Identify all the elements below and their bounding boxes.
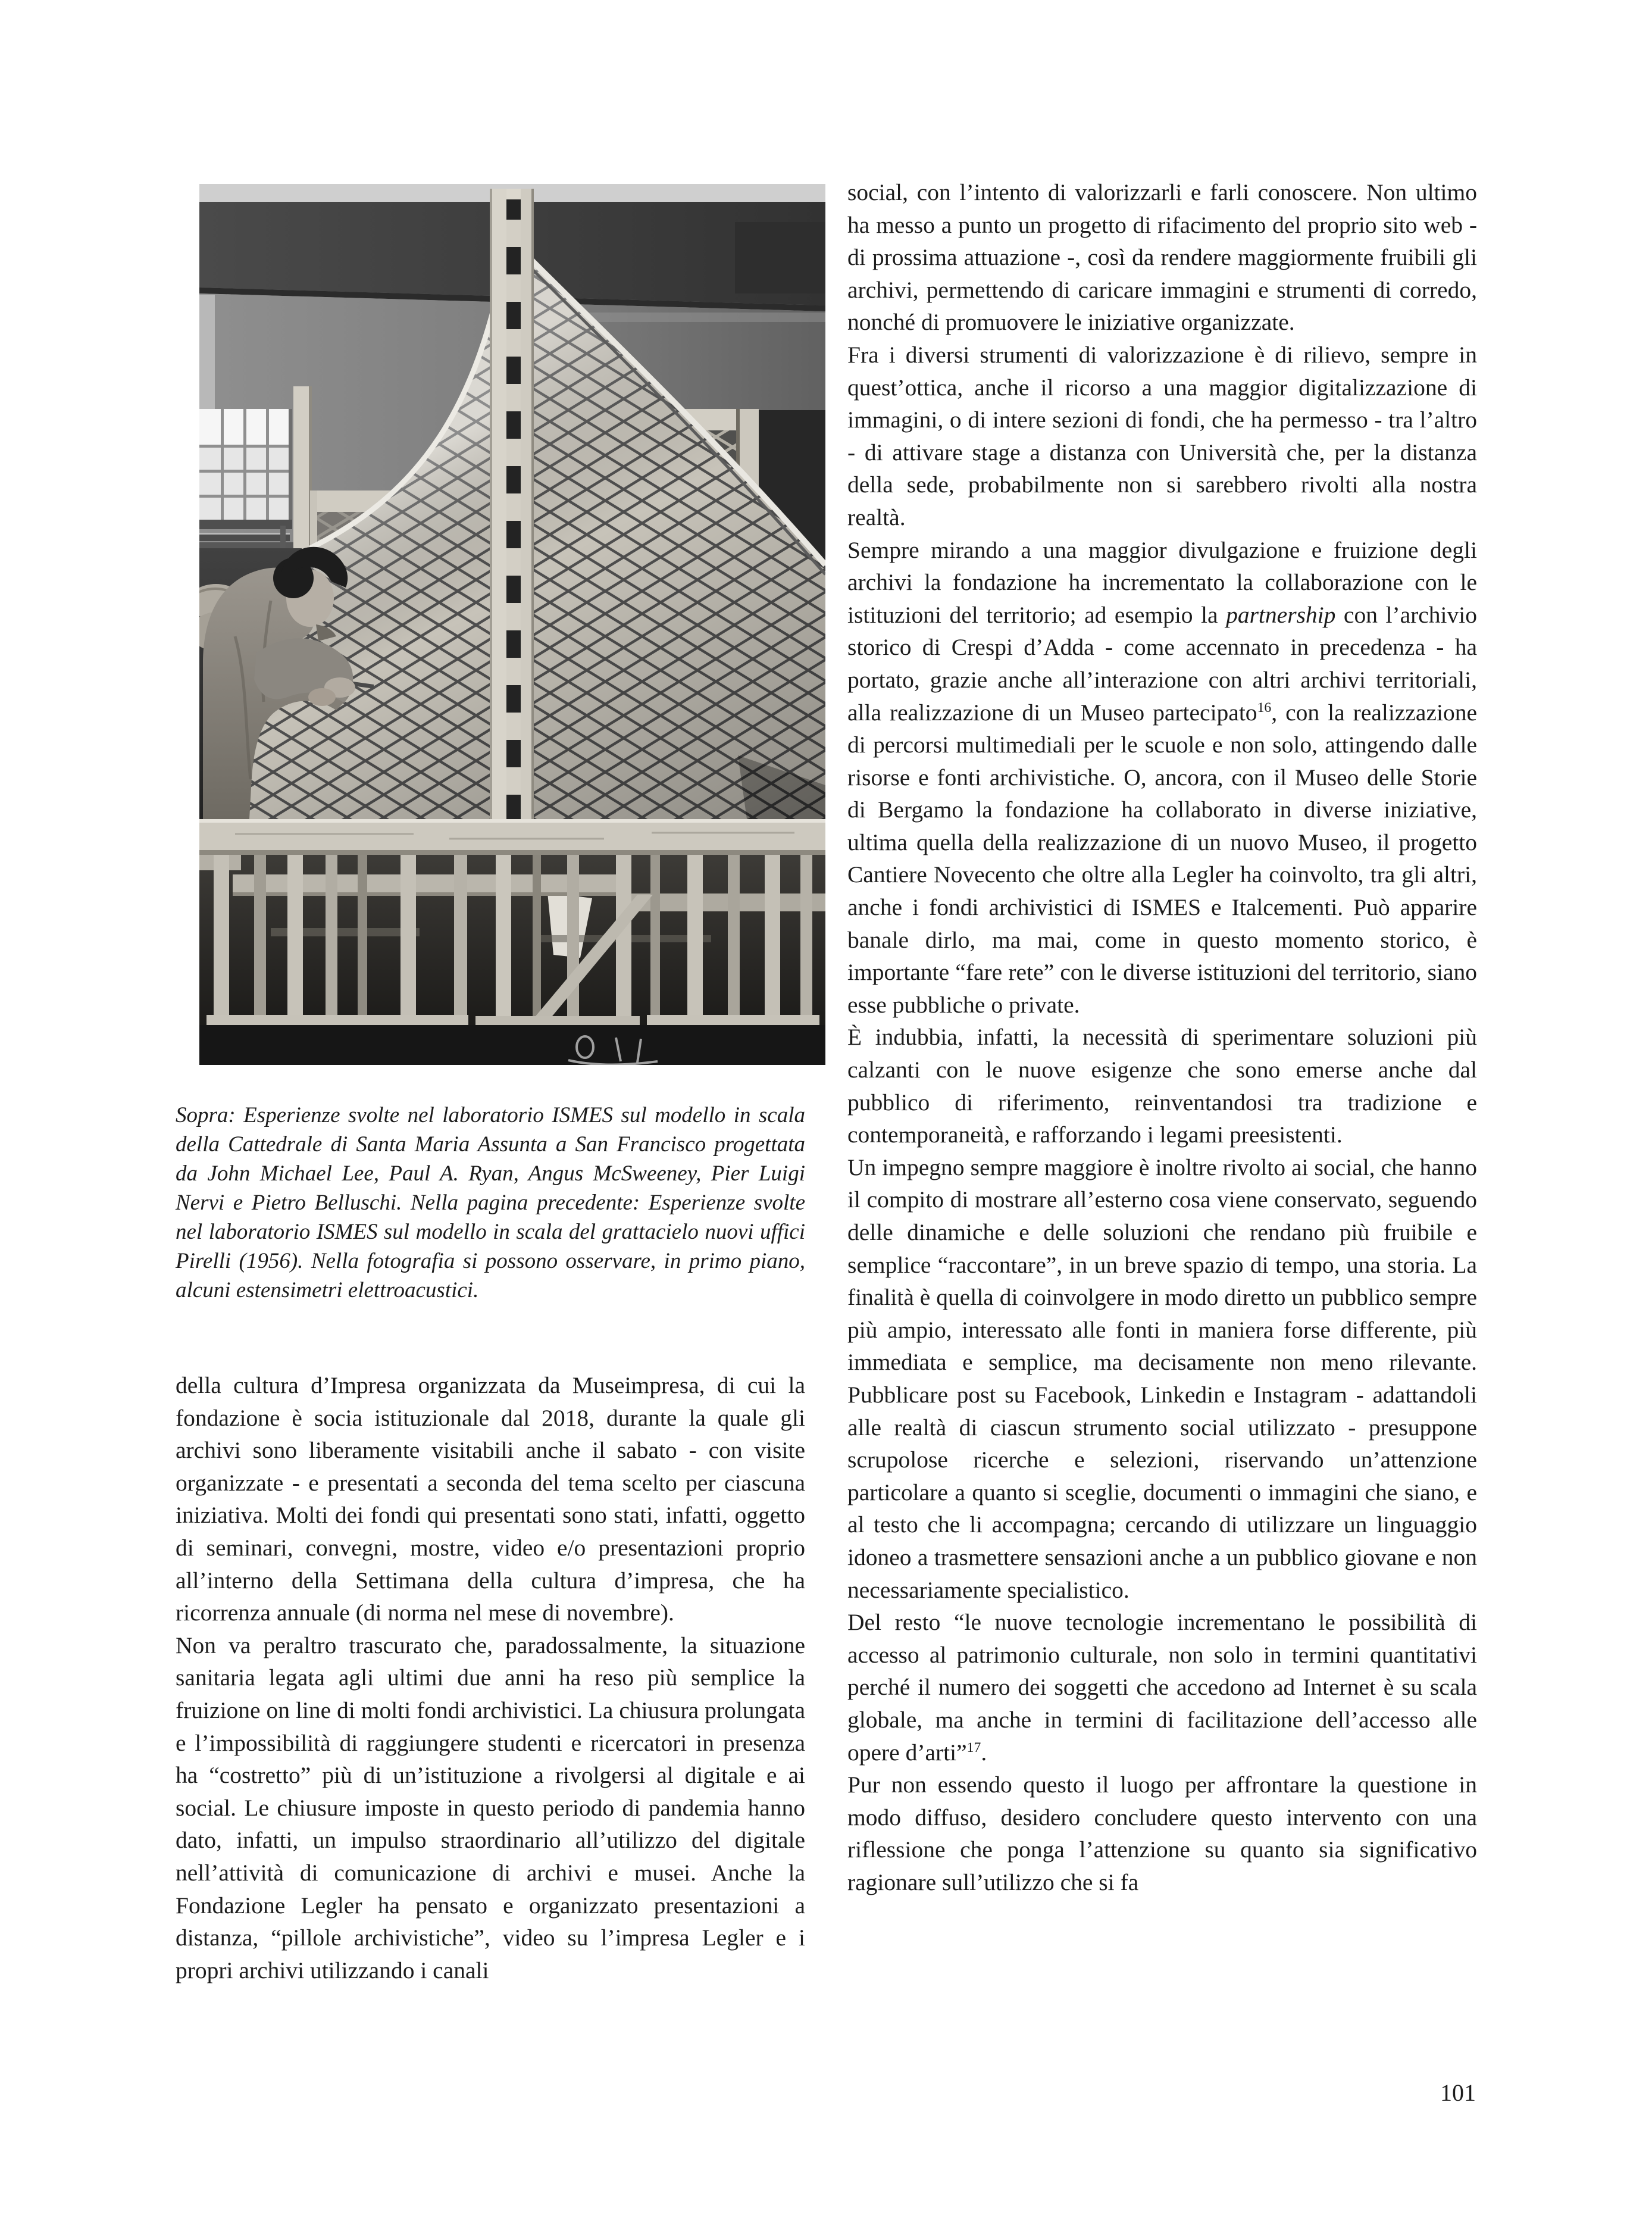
- paragraph: Non va peraltro trascurato che, paradossalmente, la situazione sanitaria legata agli ultimi due anni ha reso più semplice la fruizione on line di molti fondi archivistici. La chiusura prolungata e l’impossibilità di raggiungere studenti e ricercatori in presenza ha “costretto” più di un’istituzione a rivolgersi al digitale e ai social. Le chiusure imposte in questo periodo di pandemia hanno dato, infatti, un impulso straordinario all’utilizzo del digitale nell’attività di comunicazione di archivi e musei. Anche la Fondazione Legler ha pensato e organizzato presentazioni a distanza, “pillole archivistiche”, video su l’impresa Legler e i propri archivi utilizzando i canali: [176, 1632, 805, 1983]
- photo-figure: [199, 184, 825, 1065]
- paragraph: Pur non essendo questo il luogo per affrontare la questione in modo diffuso, desidero concludere questo intervento con una riflessione che ponga l’attenzione su quanto sia significativo ragionare sull’utilizzo che si fa: [847, 1772, 1477, 1895]
- paragraph: È indubbia, infatti, la necessità di sperimentare soluzioni più calzanti con le nuove esigenze che sono emerse anche dal pubblico di riferimento, reinventandosi tra tradizione e contemporaneità, e rafforzando i legami preesistenti.: [847, 1024, 1477, 1148]
- right-text-column: [847, 176, 1477, 1898]
- left-text-column: [176, 1369, 805, 1986]
- paragraph: social, con l’intento di valorizzarli e farli conoscere. Non ultimo ha messo a punto un progetto di rifacimento del proprio sito web - di prossima attuazione -, così da rendere maggiormente fruibili gli archivi, permettendo di caricare immagini e strumenti di corredo, nonché di promuovere le iniziative organizzate.: [847, 179, 1477, 336]
- paragraph: della cultura d’Impresa organizzata da Museimpresa, di cui la fondazione è socia istituzionale dal 2018, durante la quale gli archivi sono liberamente visitabili anche il sabato - con visite organizzate - e presentati a seconda del tema scelto per ciascuna iniziativa. Molti dei fondi qui presentati sono stati, infatti, oggetto di seminari, convegni, mostre, video e/o presentazioni proprio all’interno della Settimana della cultura d’impresa, che ha ricorrenza annuale (di norma nel mese di novembre).: [176, 1372, 805, 1626]
- page-number: 101: [1440, 2079, 1476, 2106]
- photo-caption: Sopra: Esperienze svolte nel laboratorio ISMES sul modello in scala della Cattedrale di Santa Maria Assunta a San Francisco progettata da John Michael Lee, Paul A. Ryan, Angus McSweeney, Pier Luigi Nervi e Pietro Belluschi. Nella pagina precedente: Esperienze svolte nel laboratorio ISMES sul modello in scala del grattacielo nuovi uffici Pirelli (1956). Nella fotografia si possono osservare, in primo piano, alcuni estensimetri elettroacustici.: [176, 1103, 805, 1302]
- paragraph: Del resto “le nuove tecnologie incrementano le possibilità di accesso al patrimonio culturale, non solo in termini quantitativi perché il numero dei soggetti che accedono ad Internet è su scala globale, ma anche in termini di facilitazione dell’accesso alle opere d’arti”$^{17}$.: [847, 1609, 1477, 1766]
- paragraph: Sempre mirando a una maggior divulgazione e fruizione degli archivi la fondazione ha incrementato la collaborazione con le istituzioni del territorio; ad esempio la partnership con l’archivio storico di Crespi d’Adda - come accennato in precedenza - ha portato, grazie anche all’interazione con altri archivi territoriali, alla realizzazione di un Museo partecipato$^{16}$, con la realizzazione di percorsi multimediali per le scuole e non solo, attingendo dalle risorse e fonti archivistiche. O, ancora, con il Museo delle Storie di Bergamo la fondazione ha collaborato in diverse iniziative, ultima quella della realizzazione di un nuovo Museo, il progetto Cantiere Novecento che oltre alla Legler ha coinvolto, tra gli altri, anche i fondi archivistici di ISMES e Italcementi. Può apparire banale dirlo, ma mai, come in questo momento storico, è importante “fare rete” con le diverse istituzioni del territorio, siano esse pubbliche o private.: [847, 536, 1478, 1018]
- laboratory-model-photo: [199, 184, 825, 1065]
- paragraph: Un impegno sempre maggiore è inoltre rivolto ai social, che hanno il compito di mostrare all’esterno cosa viene conservato, seguendo delle dinamiche e delle soluzioni che rendano più fruibile e semplice “raccontare”, in un breve spazio di tempo, una storia. La finalità è quella di coinvolgere in modo diretto un pubblico sempre più ampio, interessato alle fonti in maniera forse differente, più immediata e semplice, ma decisamente non meno rilevante. Pubblicare post su Facebook, Linkedin e Instagram - adattandoli alle realtà di ciascun strumento social utilizzato - presuppone scrupolose ricerche e selezioni, riservando un’attenzione particolare a quanto si sceglie, documenti o immagini che siano, e al testo che li accompagna; cercando di utilizzare un linguaggio idoneo a trasmettere sensazioni anche a un pubblico giovane e non necessariamente specialistico.: [847, 1154, 1477, 1603]
- paragraph: Fra i diversi strumenti di valorizzazione è di rilievo, sempre in quest’ottica, anche il ricorso a una maggior digitalizzazione di immagini, o di intere sezioni di fondi, che ha permesso - tra l’altro - di attivare stage a distanza con Università che, per la distanza della sede, probabilmente non si sarebbero rivolti alla nostra realtà.: [847, 341, 1477, 530]
